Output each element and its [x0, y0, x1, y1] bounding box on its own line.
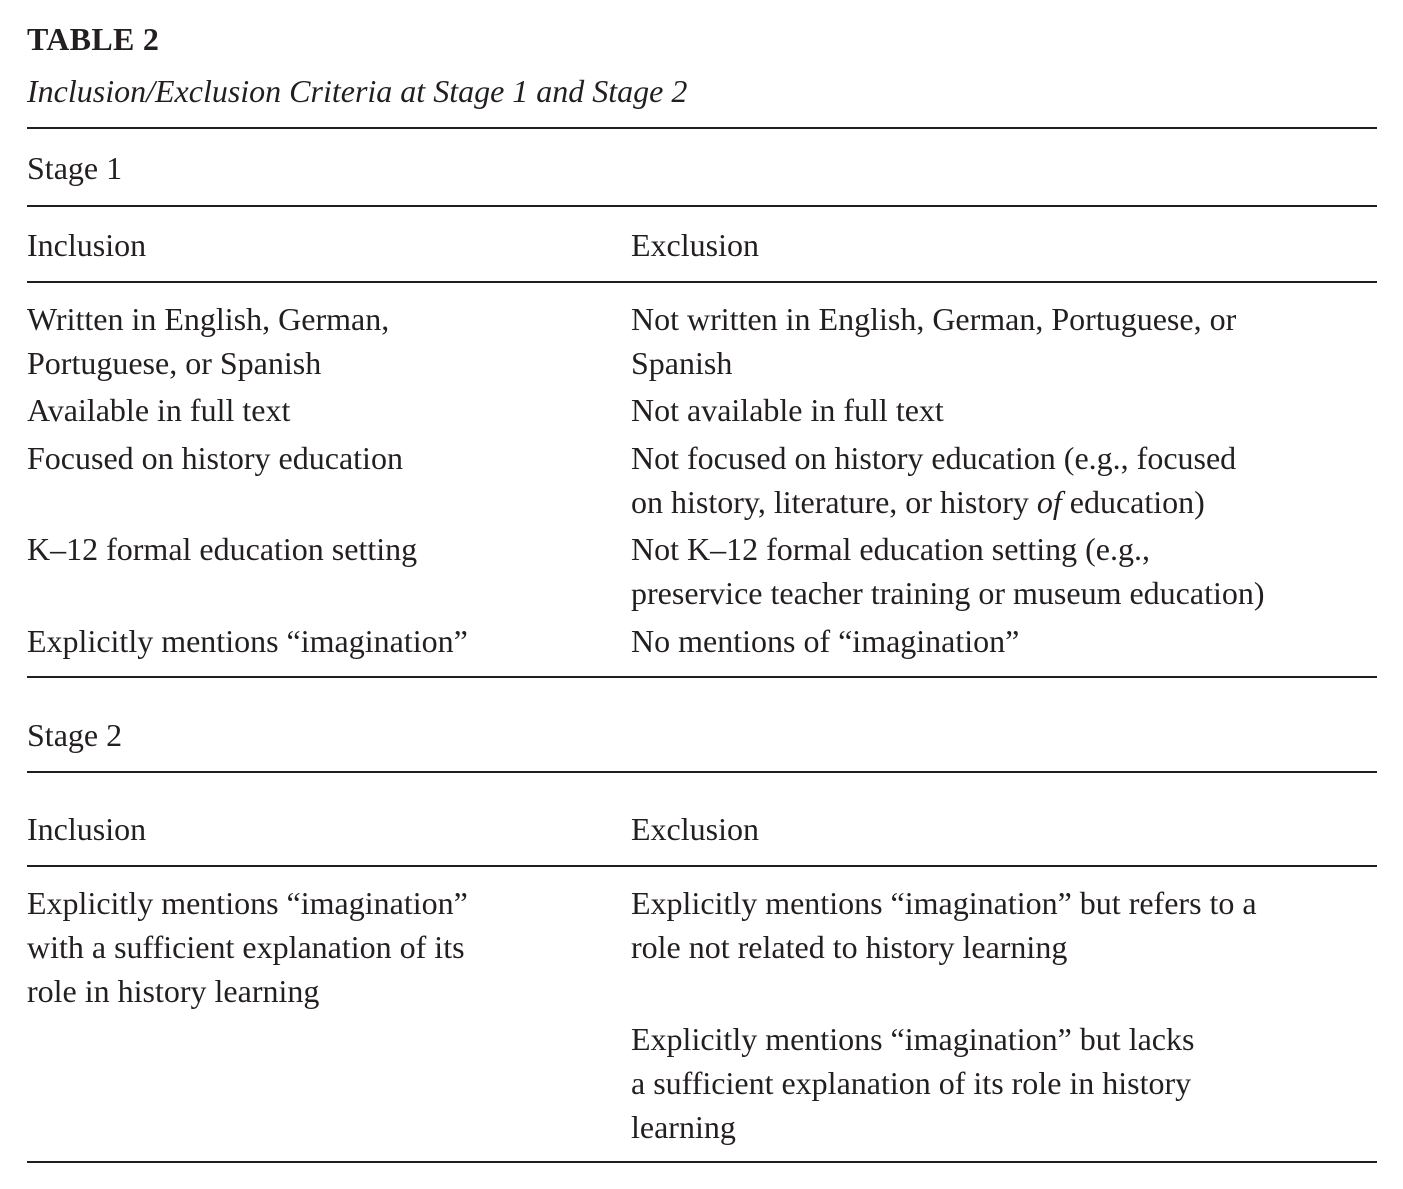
text-line: Not written in English, German, Portuguese, or — [631, 301, 1237, 337]
text-line: Not focused on history education (e.g., focused — [631, 440, 1237, 476]
text-line: Written in English, German, — [27, 301, 390, 337]
text-line: preservice teacher training or museum education) — [631, 575, 1265, 611]
stage2-exclusion-header: Exclusion — [631, 811, 759, 847]
stage1-row4-exclusion — [631, 527, 1265, 615]
text-line: Not K–12 formal education setting (e.g., — [631, 531, 1150, 567]
text-line: role in history learning — [27, 973, 320, 1009]
stage1-row3-inclusion: Focused on history education — [27, 440, 403, 476]
stage2-header-rule — [27, 865, 1377, 867]
stage1-row2-inclusion: Available in full text — [27, 392, 291, 428]
stage1-inclusion-header: Inclusion — [27, 227, 147, 263]
text-line: Spanish — [631, 345, 733, 381]
stage1-row1-inclusion — [27, 297, 389, 385]
stage1-header-rule — [27, 281, 1377, 283]
text-line — [631, 480, 1236, 524]
stage1-title: Stage 1 — [27, 150, 123, 186]
stage2-exclusion-2 — [631, 1017, 1194, 1149]
text-line: a sufficient explanation of its role in history — [631, 1065, 1192, 1101]
stage1-row4-inclusion: K–12 formal education setting — [27, 531, 418, 567]
stage1-row1-exclusion — [631, 297, 1236, 385]
table-label: TABLE 2 — [27, 21, 160, 57]
text-line: Explicitly mentions “imagination” but refers to a — [631, 885, 1257, 921]
stage1-bottom-rule — [27, 676, 1377, 678]
text-segment: education) — [1061, 484, 1205, 520]
stage2-title: Stage 2 — [27, 717, 123, 753]
text-line: role not related to history learning — [631, 929, 1068, 965]
top-rule — [27, 127, 1377, 129]
stage1-exclusion-header: Exclusion — [631, 227, 759, 263]
stage1-title-rule — [27, 205, 1377, 207]
text-line: Portuguese, or Spanish — [27, 345, 322, 381]
table-bottom-rule — [27, 1161, 1377, 1163]
text-line: learning — [631, 1109, 736, 1145]
stage1-row5-exclusion: No mentions of “imagination” — [631, 623, 1020, 659]
stage2-exclusion-1 — [631, 881, 1257, 969]
stage2-inclusion — [27, 881, 468, 1013]
stage2-title-rule — [27, 771, 1377, 773]
stage1-row3-exclusion — [631, 436, 1236, 524]
table-caption: Inclusion/Exclusion Criteria at Stage 1 and Stage 2 — [27, 73, 688, 109]
text-line: Explicitly mentions “imagination” but lacks — [631, 1021, 1195, 1057]
text-line: Explicitly mentions “imagination” — [27, 885, 468, 921]
stage1-row2-exclusion: Not available in full text — [631, 392, 944, 428]
text-line: with a sufficient explanation of its — [27, 929, 465, 965]
text-segment: on history, literature, or history — [631, 484, 1037, 520]
stage1-row5-inclusion: Explicitly mentions “imagination” — [27, 623, 468, 659]
stage2-inclusion-header: Inclusion — [27, 811, 147, 847]
italic-word: of — [1036, 484, 1062, 520]
